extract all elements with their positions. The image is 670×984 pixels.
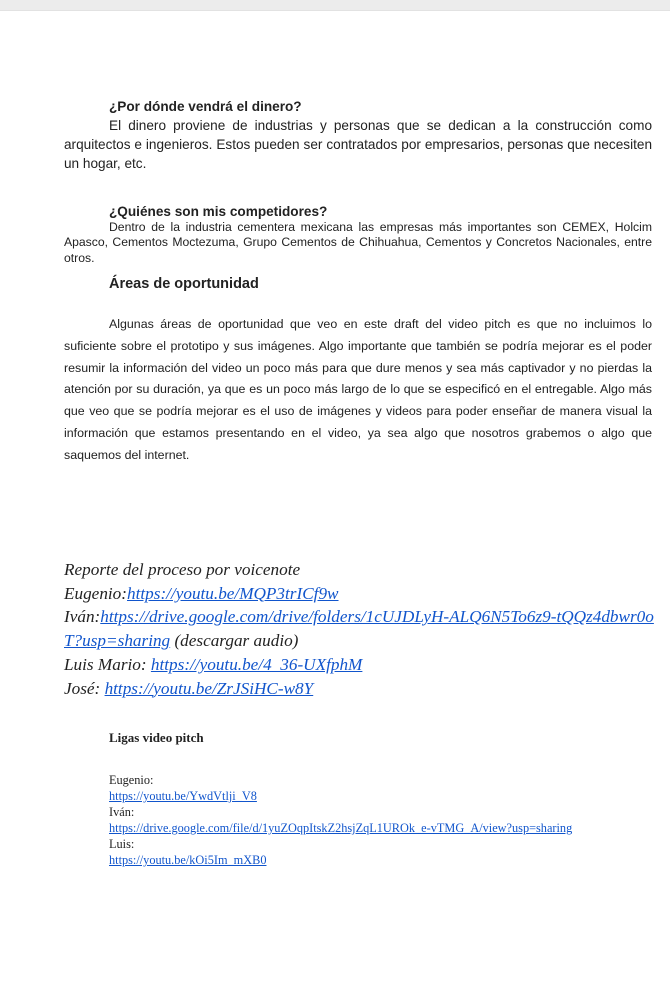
pitch-luis-link[interactable]: https://youtu.be/kOi5Im_mXB0 — [109, 853, 267, 867]
competitors-heading: ¿Quiénes son mis competidores? — [109, 204, 328, 219]
voicenote-eugenio-label: Eugenio: — [64, 583, 128, 603]
pitch-links-title: Ligas video pitch — [109, 730, 204, 745]
voicenote-jose-label: José: — [64, 678, 101, 698]
voicenote-ivan-label: Iván: — [64, 607, 101, 627]
voicenote-jose-link[interactable]: https://youtu.be/ZrJSiHC-w8Y — [104, 678, 314, 698]
pitch-eugenio-link[interactable]: https://youtu.be/YwdVtlji_V8 — [109, 789, 257, 803]
voicenote-luis-row — [64, 653, 656, 677]
money-paragraph: El dinero proviene de industrias y personas que se dedican a la construcción como arquitectos e ingenieros. Estos pueden ser contratados por empresarios, personas que necesiten un hogar, etc. — [64, 118, 652, 171]
areas-heading: Áreas de oportunidad — [109, 276, 259, 292]
pitch-ivan-link[interactable]: https://drive.google.com/file/d/1yuZOqpItskZ2hsjZqL1UROk_e-vTMG_A/view?usp=sharing — [109, 821, 573, 835]
voicenote-section — [64, 558, 656, 700]
voicenote-ivan-link[interactable]: https://drive.google.com/drive/folders/1cUJDLyH-ALQ6N5To6z9-tQQz4dbwr0oT?usp=sharing — [64, 607, 654, 651]
voicenote-jose-row — [64, 677, 656, 701]
voicenote-eugenio-link[interactable]: https://youtu.be/MQP3trICf9w — [127, 583, 339, 603]
pitch-luis-label: Luis: — [109, 837, 135, 851]
voicenote-luis-label: Luis Mario: — [64, 654, 147, 674]
voicenote-ivan-row — [64, 605, 656, 652]
voicenote-luis-link[interactable]: https://youtu.be/4_36-UXfphM — [150, 654, 363, 674]
voicenote-title: Reporte del proceso por voicenote — [64, 560, 301, 579]
money-section — [64, 97, 652, 173]
voicenote-eugenio-row — [64, 582, 656, 606]
pitch-ivan-label: Iván: — [109, 805, 135, 819]
money-heading: ¿Por dónde vendrá el dinero? — [109, 99, 302, 114]
pitch-eugenio-label: Eugenio: — [109, 773, 154, 787]
areas-paragraph: Algunas áreas de oportunidad que veo en este draft del video pitch es que no incluimos lo suficiente sobre el prototipo y sus imágenes. Algo importante que también se podría mejorar es el poder resumir la información del video un poco más para que dure menos y sea más captivador y no pierdas la atención por su duración, ya que es un poco más largo de lo que se especificó en el entregable. Algo más que veo que se podría mejorar es el uso de imágenes y videos para poder enseñar de manera visual la información que estamos presentando en el video, ya sea algo que nosotros grabemos o algo que saquemos del internet. — [64, 317, 652, 462]
top-toolbar-strip — [0, 0, 670, 11]
voicenote-ivan-note: (descargar audio) — [174, 631, 299, 651]
competitors-paragraph: Dentro de la industria cementera mexicana las empresas más importantes son CEMEX, Holcim Apasco, Cementos Moctezuma, Grupo Cementos de Chihuahua, Cementos y Concretos Nacionales, entre otros. — [64, 220, 652, 265]
pitch-links-section — [109, 730, 654, 868]
competitors-section — [64, 203, 652, 266]
